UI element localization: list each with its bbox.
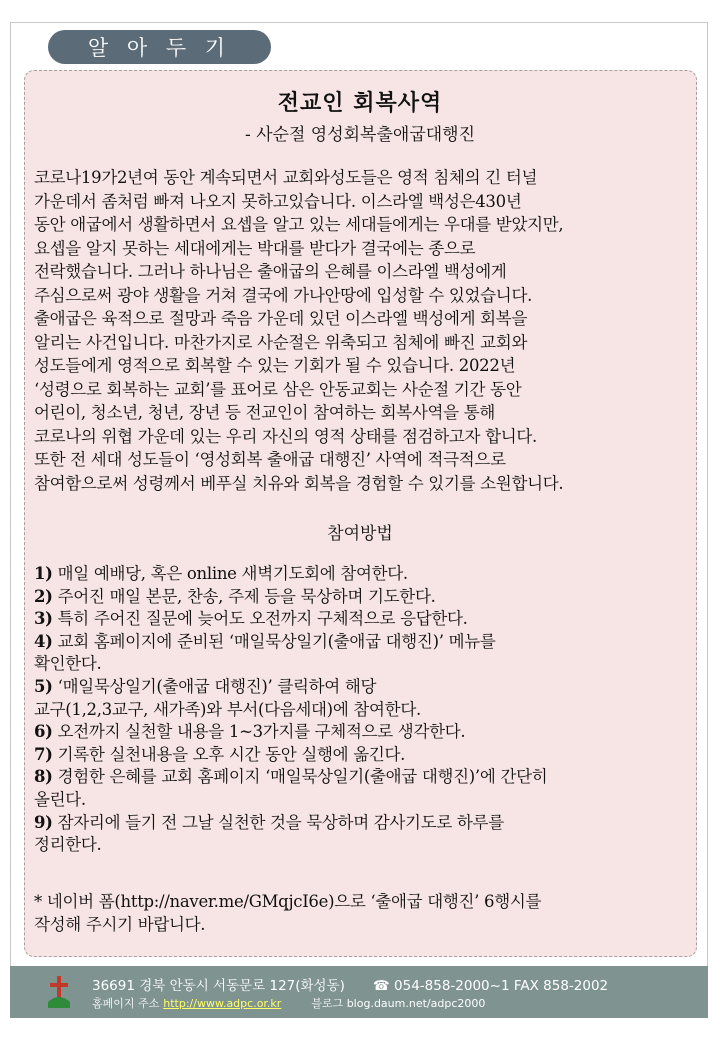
footer-blog: 블로그 blog.daum.net/adpc2000 — [311, 997, 486, 1010]
method-steps — [34, 563, 694, 857]
article-intro: 코로나19가2년여 동안 계속되면서 교회와성도들은 영적 침체의 긴 터널 가운데서 좀처럼 빠져 나오지 못하고있습니다. 이스라엘 백성은430년 동안 애굽에서 생활하면서 요셉을 알고 있는 세대들에게는 우대를 받았지만, 요셉을 알지 못하는 세대에게는 박대를 받다가 결국에는 종으로 전락했습니다. 그러나 하나님은 출애굽의 은혜를 이스라엘 백성에게 주심으로써 광야 생활을 거쳐 결국에 가나안땅에 입성할 수 있었습니다. 출애굽은 육적으로 절망과 죽음 가운데 있던 이스라엘 백성에게 회복을 알리는 사건입니다. 마찬가지로 사순절은 위축되고 침체에 빠진 교회와 성도들에게 영적으로 회복할 수 있는 기회가 될 수 있습니다. 2022년 ‘성령으로 회복하는 교회’를 표어로 삼은 안동교회는 사순절 기간 동안 어린이, 청소년, 청년, 장년 등 전교인이 참여하는 회복사역을 통해 코로나의 위협 가운데 있는 우리 자신의 영적 상태를 점검하고자 합니다. 또한 전 세대 성도들이 ‘영성회복 출애굽 대행진’ 사역에 적극적으로 참여함으로써 성령께서 베푸실 치유와 회복을 경험할 수 있기를 소원합니다. — [34, 168, 564, 493]
footer-phone: ☎ 054-858-2000~1 FAX 858-2002 — [372, 978, 609, 994]
homepage-link[interactable]: http://www.adpc.or.kr — [163, 997, 282, 1010]
list-item — [34, 631, 694, 676]
step-number: 6) — [34, 722, 53, 742]
list-item — [34, 563, 694, 586]
form-note: * 네이버 폼(http://naver.me/GMqjcI6e)으로 ‘출애굽 대행진’ 6행시를 작성해 주시기 바랍니다. — [34, 892, 542, 934]
step-text: 오전까지 실천할 내용을 1~3가지를 구체적으로 생각한다. — [57, 722, 466, 742]
footer-address: 36691 경북 안동시 서동문로 127(화성동) — [92, 978, 345, 994]
article-title: 전교인 회복사역 — [277, 90, 443, 116]
article-subtitle: - 사순절 영성회복출애굽대행진 — [244, 125, 476, 145]
footer-contact — [92, 974, 608, 994]
step-text: 교회 홈페이지에 준비된 ‘매일묵상일기(출애굽 대행진)’ 메뉴를 확인한다. — [34, 631, 496, 674]
footer — [10, 966, 708, 1018]
section-tab — [48, 30, 271, 64]
section-tab-label: 알 아 두 기 — [87, 36, 232, 60]
footer-links — [92, 995, 485, 1011]
list-item — [34, 766, 694, 811]
church-logo-icon — [46, 974, 72, 1010]
step-text: ‘매일묵상일기(출애굽 대행진)’ 클릭하여 해당 교구(1,2,3교구, 새가족)와 부서(다음세대)에 참여한다. — [34, 676, 421, 719]
step-number: 4) — [34, 631, 53, 651]
homepage-label: 홈페이지 주소 — [92, 997, 160, 1010]
step-text: 기록한 실천내용을 오후 시간 동안 실행에 옮긴다. — [57, 744, 406, 764]
list-item — [34, 812, 694, 857]
list-item — [34, 608, 694, 631]
step-text: 경험한 은혜를 교회 홈페이지 ‘매일묵상일기(출애굽 대행진)’에 간단히 올린다. — [34, 767, 548, 809]
step-number: 7) — [34, 744, 53, 764]
step-number: 9) — [34, 812, 53, 832]
method-title: 참여방법 — [327, 524, 393, 544]
list-item — [34, 676, 694, 721]
step-text: 특히 주어진 질문에 늦어도 오전까지 구체적으로 응답한다. — [57, 609, 468, 629]
step-number: 1) — [34, 564, 53, 583]
list-item — [34, 721, 694, 744]
step-text: 잠자리에 들기 전 그날 실천한 것을 묵상하며 감사기도로 하루를 정리한다. — [34, 812, 504, 855]
step-text: 주어진 매일 본문, 찬송, 주제 등을 묵상하며 기도한다. — [57, 586, 436, 606]
list-item — [34, 586, 694, 609]
list-item — [34, 744, 694, 767]
step-text: 매일 예배당, 혹은 online 새벽기도회에 참여한다. — [57, 564, 408, 583]
step-number: 3) — [34, 609, 53, 629]
step-number: 2) — [34, 586, 53, 606]
step-number: 8) — [34, 767, 53, 787]
step-number: 5) — [34, 676, 53, 696]
